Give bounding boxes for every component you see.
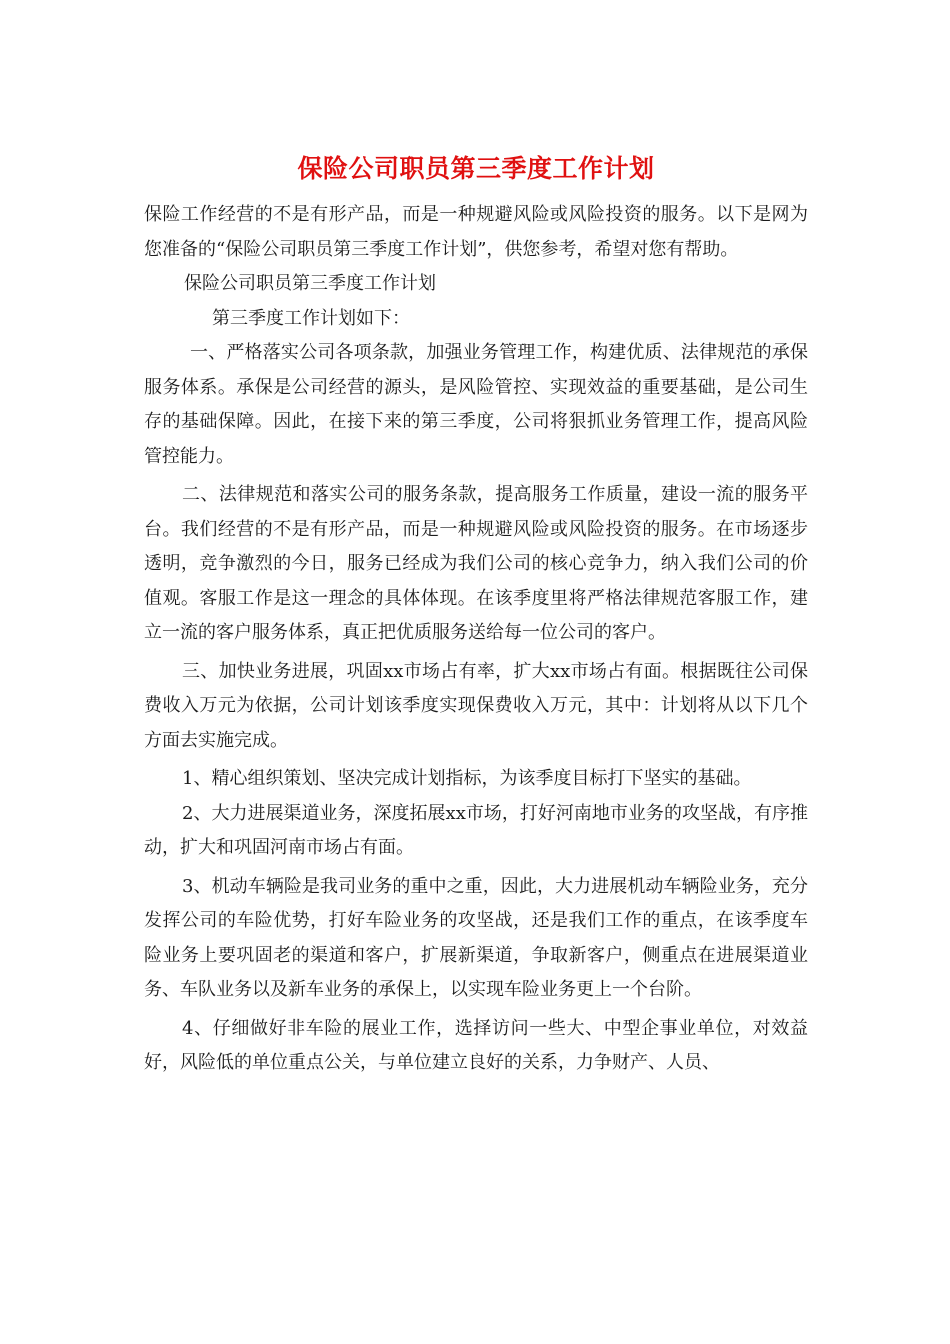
section-three-paragraph: 三、加快业务进展，巩固xx市场占有率，扩大xx市场占有面。根据既往公司保费收入万元为依据，公司计划该季度实现保费收入万元，其中：计划将从以下几个方面去实施完成。 xyxy=(144,660,808,751)
section-one-paragraph: 一、严格落实公司各项条款，加强业务管理工作，构建优质、法律规范的承保服务体系。承保是公司经营的源头，是风险管控、实现效益的重要基础，是公司生存的基础保障。因此，在接下来的第三季度，公司将狠抓业务管理工作，提高风险管控能力。 xyxy=(144,342,808,467)
subtitle-paragraph: 保险公司职员第三季度工作计划 xyxy=(184,273,436,294)
item-three-paragraph: 3、机动车辆险是我司业务的重中之重，因此，大力进展机动车辆险业务，充分发挥公司的车险优势，打好车险业务的攻坚战，还是我们工作的重点，在该季度车险业务上要巩固老的渠道和客户，扩展新渠道，争取新客户，侧重点在进展渠道业务、车队业务以及新车业务的承保上，以实现车险业务更上一个台阶。 xyxy=(144,875,808,1000)
document-page xyxy=(144,150,808,1081)
document-title: 保险公司职员第三季度工作计划 xyxy=(297,154,655,183)
item-four-paragraph: 4、仔细做好非车险的展业工作，选择访问一些大、中型企事业单位，对效益好，风险低的单位重点公关，与单位建立良好的关系，力争财产、人员、 xyxy=(144,1017,808,1073)
lead-paragraph: 第三季度工作计划如下： xyxy=(212,307,410,329)
intro-paragraph: 保险工作经营的不是有形产品，而是一种规避风险或风险投资的服务。以下是网为您准备的“保险公司职员第三季度工作计划”，供您参考，希望对您有帮助。 xyxy=(144,204,808,260)
item-two-paragraph: 2、大力进展渠道业务，深度拓展xx市场，打好河南地市业务的攻坚战，有序推动，扩大和巩固河南市场占有面。 xyxy=(144,802,808,858)
item-one-paragraph: 1、精心组织策划、坚决完成计划指标，为该季度目标打下坚实的基础。 xyxy=(182,768,752,789)
section-two-paragraph: 二、法律规范和落实公司的服务条款，提高服务工作质量，建设一流的服务平台。我们经营的不是有形产品，而是一种规避风险或风险投资的服务。在市场逐步透明，竞争激烈的今日，服务已经成为我们公司的核心竞争力，纳入我们公司的价值观。客服工作是这一理念的具体体现。在该季度里将严格法律规范客服工作，建立一流的客户服务体系，真正把优质服务送给每一位公司的客户。 xyxy=(144,484,808,643)
